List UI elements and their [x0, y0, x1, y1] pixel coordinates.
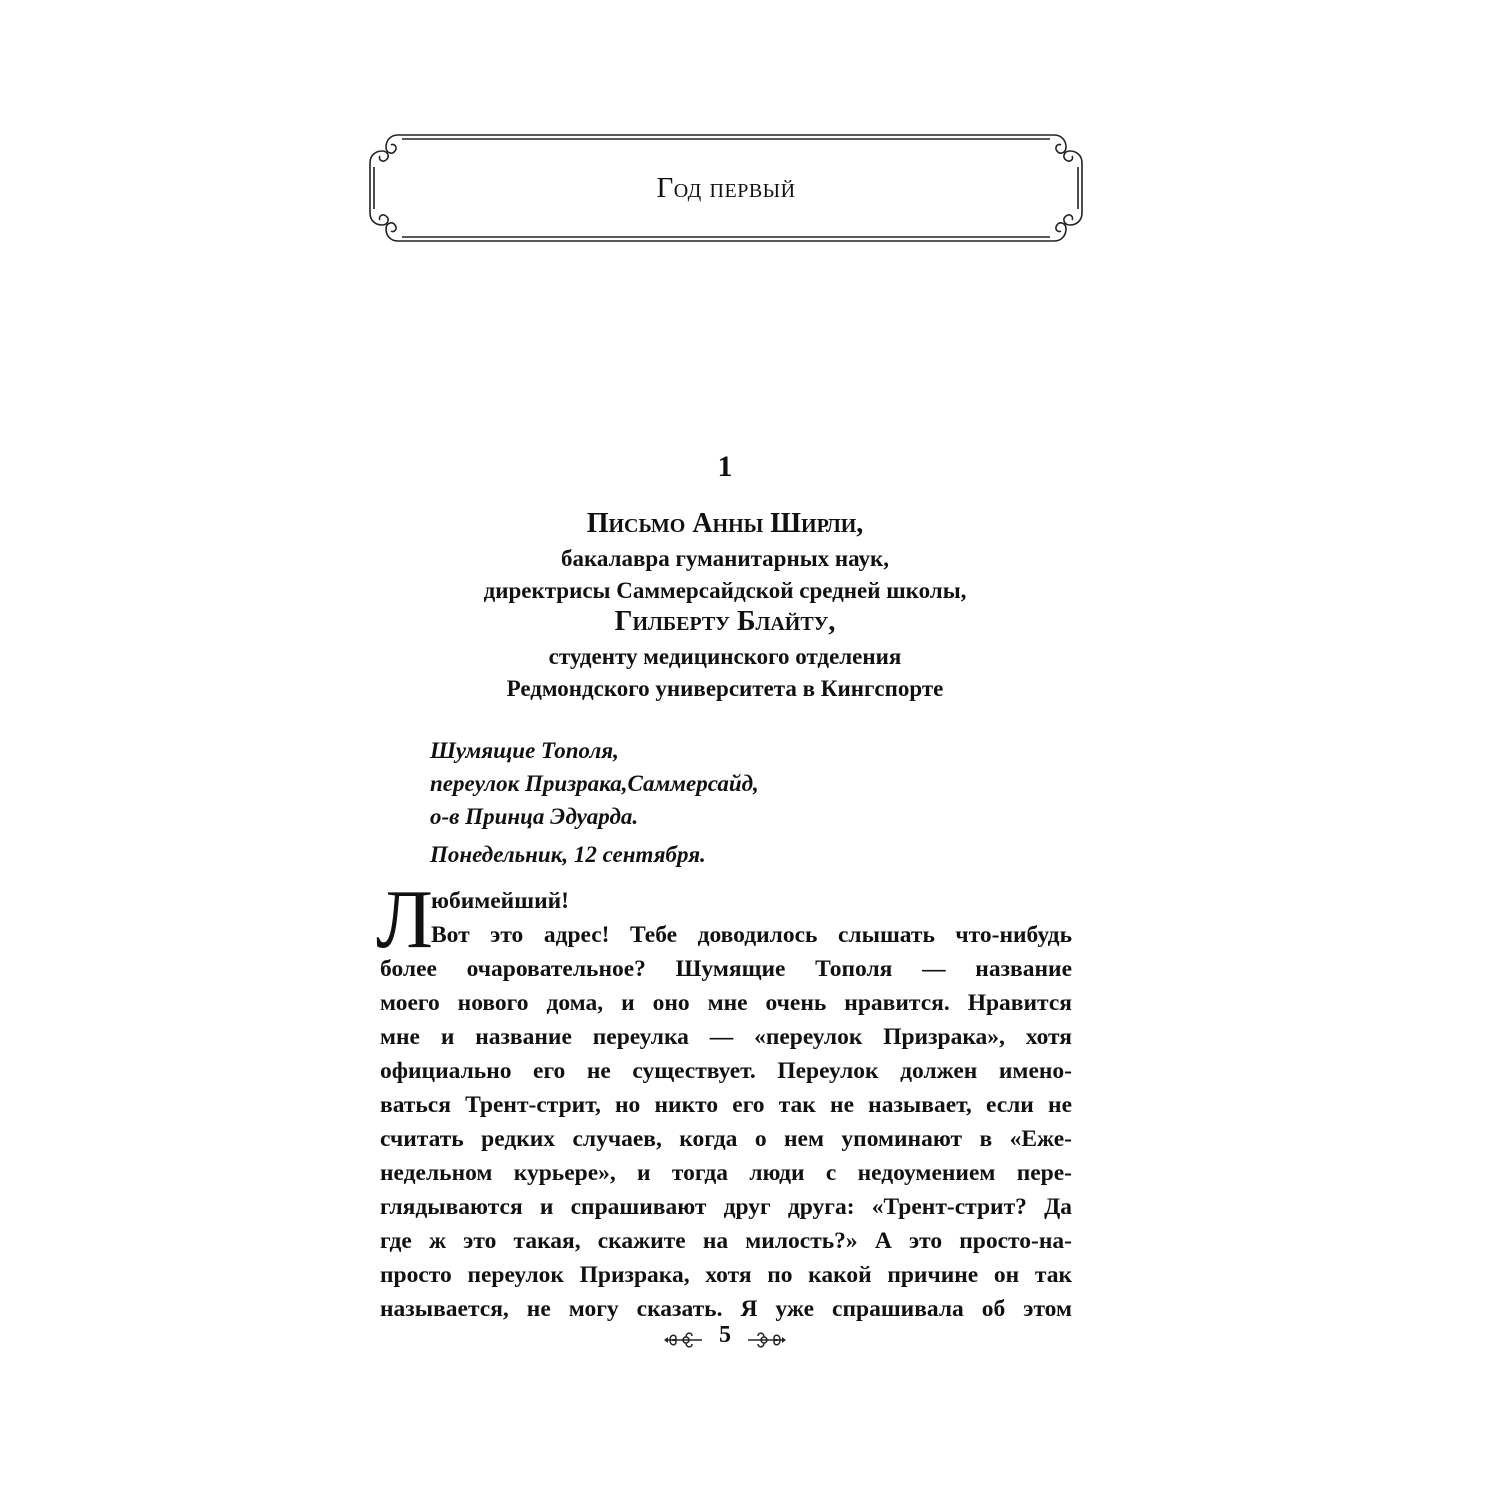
body-line: недельном курьере», и тогда люди с недоумением пере-: [380, 1160, 1072, 1186]
heading-line: директрисы Саммерсайдской средней школы,: [483, 578, 967, 603]
heading-line: бакалавра гуманитарных наук,: [560, 546, 890, 571]
body-line: где ж это такая, скажите на милость?» А это просто-на-: [380, 1228, 1072, 1254]
letter-address: [430, 734, 1030, 833]
heading-line: Редмондского университета в Кингспорте: [506, 676, 944, 701]
body-line: мне и название переулка — «переулок Призрака», хотя: [380, 1024, 1072, 1050]
flourish-right-icon: [746, 1328, 786, 1352]
address-line: переулок Призрака,Саммерсайд,: [430, 771, 759, 796]
body-line: официально его не существует. Переулок должен имено-: [380, 1058, 1072, 1084]
body-line: Вот это адрес! Тебе доводилось слышать что-нибудь: [431, 922, 1072, 948]
body-line: глядываются и спрашивают друг друга: «Трент-стрит? Да: [380, 1194, 1072, 1220]
body-line: юбимейший!: [431, 888, 569, 914]
body-line: ваться Трент-стрит, но никто его так не называет, если не: [380, 1092, 1072, 1118]
heading-line: студенту медицинского отделения: [548, 644, 902, 669]
drop-cap: Л: [376, 873, 433, 966]
address-line: Шумящие Тополя,: [430, 738, 619, 763]
page-number: 5: [719, 1322, 731, 1348]
body-line: считать редких случаев, когда о нем упоминают в «Еже-: [380, 1126, 1072, 1152]
part-title-frame: [368, 133, 1084, 243]
address-line: о-в Принца Эдуарда.: [430, 804, 639, 829]
body-line: моего нового дома, и оно мне очень нравится. Нравится: [380, 990, 1072, 1016]
letter-date: Понедельник, 12 сентября.: [430, 842, 706, 867]
body-line: более очаровательное? Шумящие Тополя — название: [380, 956, 1072, 982]
heading-line: Гилберту Блайту,: [614, 606, 836, 637]
body-line: называется, не могу сказать. Я уже спрашивала об этом: [380, 1296, 1072, 1322]
heading-line: Письмо Анны Ширли,: [586, 508, 864, 539]
page-folio: [660, 1320, 790, 1360]
chapter-number: 1: [717, 450, 733, 483]
body-line: просто переулок Призрака, хотя по какой причине он так: [380, 1262, 1072, 1288]
part-title: Год первый: [656, 171, 796, 204]
